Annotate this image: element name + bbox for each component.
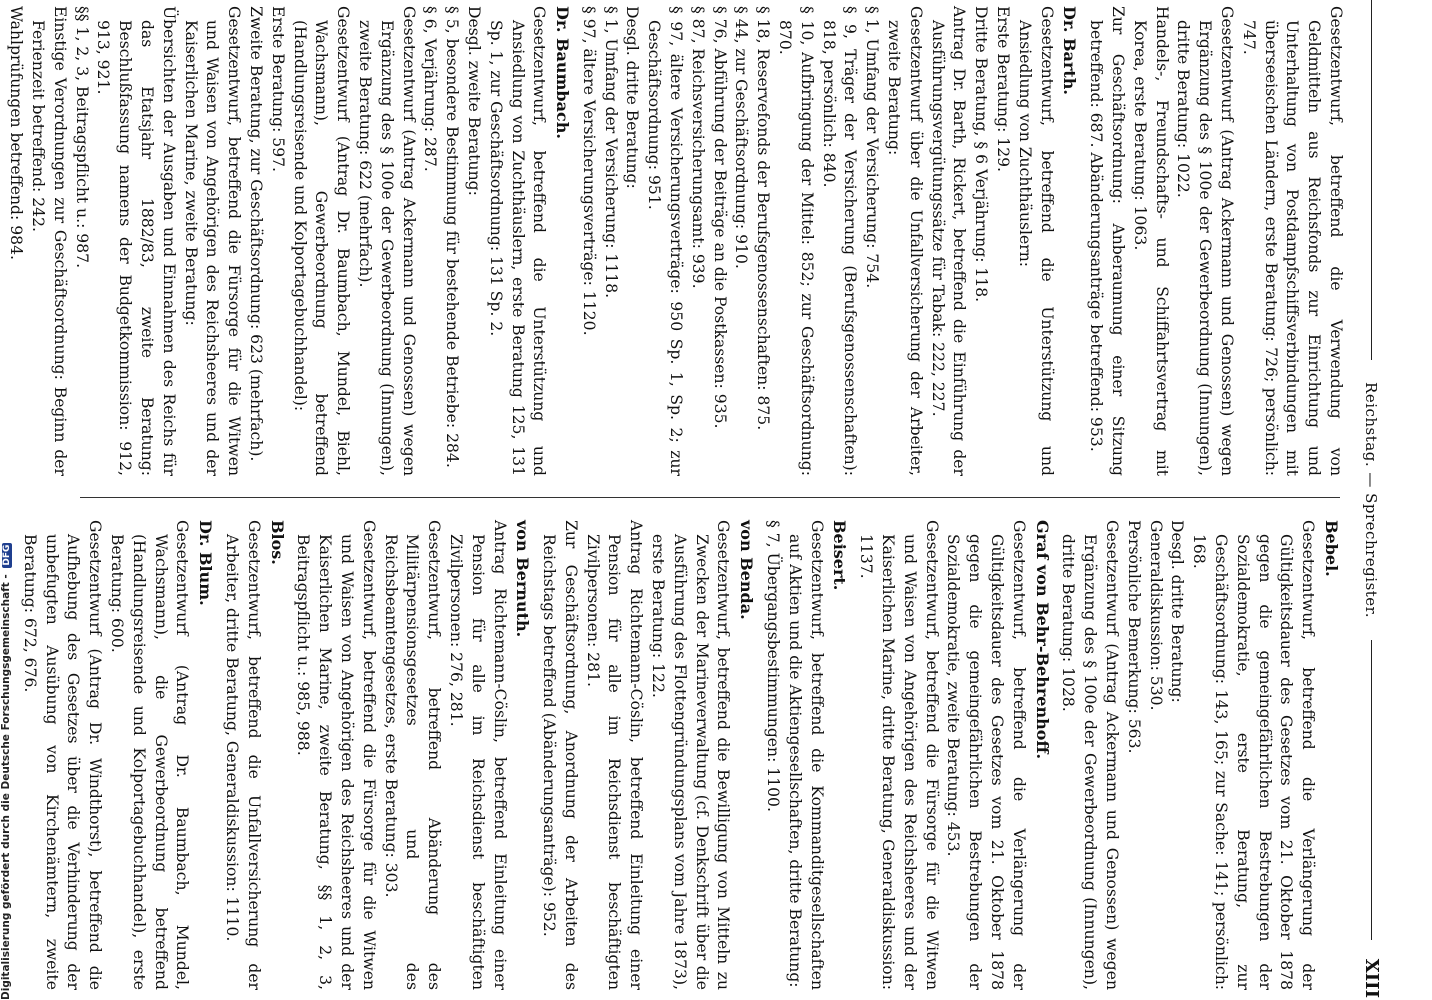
- register-entry: § 1, Umfang der Versicherung: 1118.: [601, 6, 620, 299]
- speaker-name: Graf von Behr-Behrenhoff.: [1032, 520, 1052, 760]
- register-entry: Desgl. dritte Beratung:: [1168, 520, 1187, 703]
- running-header: [1350, 0, 1380, 1000]
- register-entry: § 10, Aufbringung der Mittel: 852; zur Geschäftsordnung: 870.: [776, 6, 816, 476]
- register-entry: Erste Beratung: 597.: [268, 6, 287, 172]
- header-title: Reichstag. — Sprechregister.: [1362, 382, 1380, 618]
- register-entry: Gesetzentwurf, betreffend die Unfallversicherung der Arbeiter, dritte Beratung, Generaldiskussion: 1110.: [222, 520, 263, 990]
- register-entry: Gesetzentwurf, betreffend die Verlängerung der Gültigkeitsdauer des Gesetzes vom 21. Oktober 1878 gegen die gemeingefährlichen Bestrebungen der Sozialdemokratie, erste Beratung, zur Geschäftsordnung: 143, 165; zur Sache: 141; persönlich: 168.: [1190, 520, 1318, 990]
- register-entry: Gesetzentwurf (Antrag Ackermann und Genossen) wegen Ergänzung des § 100e der Gewerbeordnung (Innungen), dritte Beratung: 1028.: [1059, 520, 1122, 990]
- speaker-name: Dr. Blum.: [196, 520, 216, 606]
- credit-text: Digitalisierung gefördert durch die Deutsche Forschungsgemeinschaft -: [0, 574, 12, 1000]
- speaker-name: Dr. Barth.: [1060, 6, 1080, 95]
- register-entry: § 9, Träger der Versicherung (Berufsgenossenschaften): 818, persönlich: 840.: [819, 6, 860, 476]
- register-entry: Generaldiskussion: 530.: [1146, 520, 1165, 711]
- register-entry: Erste Beratung: 129.: [994, 6, 1013, 172]
- register-entry: Gesetzentwurf, betreffend Abänderung des Militärpensionsgesetzes und des Reichsbeamtengesetzes, erste Beratung: 303.: [381, 520, 444, 990]
- register-entry: Gesetzentwurf, betreffend die Fürsorge für die Witwen und Waisen von Angehörigen des Reichsheeres und der Kaiserlichen Marine, dritte Beratung, Generaldiskussion: 1137.: [857, 520, 941, 990]
- header-rule-right: [1371, 640, 1372, 940]
- register-entry: §§ 1, 2, 3, Beitragspflicht u.: 987.: [72, 6, 91, 269]
- register-entry: Antrag Richtemann-Cöslin, betreffend Einleitung einer Pension für alle im Reichsdienst beschäftigten Zivilpersonen: 276, 281.: [446, 520, 509, 990]
- register-entry: § 6, Verjährung: 287.: [421, 6, 440, 172]
- register-entry: Gesetzentwurf (Antrag Ackermann und Genossen) wegen Ergänzung des § 100e der Gewerbeordnung (Innungen), dritte Beratung: 1022.: [1174, 6, 1237, 476]
- register-entry: Dritte Beratung, § 6 Verjährung: 118.: [972, 6, 991, 303]
- register-entry: Gesetzentwurf, betreffend die Fürsorge für die Witwen und Waisen von Angehörigen des Reichsheeres und der Kaiserlichen Marine, zweite Beratung:: [181, 6, 244, 476]
- register-entry: Gesetzentwurf (Antrag Ackermann und Genossen) wegen Ergänzung des § 100e der Gewerbeordnung (Innungen), zweite Beratung: 622 (mehrfach).: [355, 6, 418, 476]
- speaker-name: Dr. Baumbach.: [553, 6, 573, 139]
- register-entry: Wahlprüfungen betreffend: 984.: [7, 6, 26, 260]
- register-entry: § 5, besondere Bestimmung für bestehende Betriebe: 284.: [443, 6, 462, 468]
- register-entry: Zur Geschäftsordnung: Anberaumung einer Sitzung betreffend: 687. Abänderungsanträge betreffend: 953.: [1087, 6, 1128, 476]
- speaker-name: von Benda.: [737, 520, 757, 620]
- register-entry: Antrag Richtemann-Cöslin, betreffend Einleitung einer Pension für alle im Reichsdienst beschäftigten Zivilpersonen: 281.: [583, 520, 646, 990]
- speaker-name: Beisert.: [830, 520, 850, 591]
- register-entry: Antrag Dr. Barth, Rickert, betreffend die Einführung der Ausführungsvergütungssätze für Tabak: 222, 227.: [928, 6, 969, 476]
- register-entry: Desgl. zweite Beratung:: [464, 6, 483, 196]
- register-entry: Gesetzentwurf (Antrag Dr. Baumbach, Mundel, Biehl, Wachsmann), Gewerbeordnung betreffend (Handlungsreisende und Kolportagebuchhandel):: [290, 6, 353, 476]
- right-column: [20, 520, 1346, 990]
- register-entry: § 97, ältere Versicherungsverträge: 950 Sp. 1, Sp. 2; zur Geschäftsordnung: 951.: [645, 6, 686, 476]
- register-entry: § 1, Umfang der Versicherung: 754.: [863, 6, 882, 289]
- page-number: XIII: [1361, 958, 1382, 998]
- register-entry: Gesetzentwurf, betreffend die Fürsorge für die Witwen und Waisen von Angehörigen des Reichsheeres und der Kaiserlichen Marine, zweite Beratung, §§ 1, 2, 3, Beitragspflicht u.: 985, 988.: [294, 520, 378, 990]
- register-entry: Zweite Beratung, zur Geschäftsordnung: 623 (mehrfach).: [246, 6, 265, 462]
- register-entry: § 97, ältere Versicherungsverträge: 1120.: [579, 6, 598, 336]
- register-entry: § 7, Übergangsbestimmungen: 1100.: [764, 520, 783, 812]
- speaker-name: von Bernuth.: [513, 520, 533, 638]
- register-entry: Gesetzentwurf, betreffend die Verlängerung der Gültigkeitsdauer des Gesetzes vom 21. Oktober 1878 gegen die gemeingefährlichen Bestrebungen der Sozialdemokratie, zweite Beratung: 453.: [944, 520, 1028, 990]
- register-entry: Gesetzentwurf über die Unfallversicherung der Arbeiter, zweite Beratung:: [885, 6, 925, 476]
- dfg-logo: DFG: [2, 544, 12, 566]
- register-entry: § 18, Reservefonds der Berufsgenossenschaften: 875.: [754, 6, 773, 431]
- register-entry: Einstige Verordnungen zur Geschäftsordnung: Beginn der Ferienzeit betreffend: 242.: [28, 6, 69, 476]
- speaker-name: Bebel.: [1322, 520, 1341, 577]
- speaker-name: Blos.: [267, 520, 287, 565]
- register-entry: § 76, Abführung der Beiträge an die Postkassen: 935.: [710, 6, 729, 429]
- register-entry: Gesetzentwurf (Antrag Dr. Baumbach, Mundel, Wachsmann), die Gewerbeordnung betreffend (Handlungsreisende und Kolportagebuchhandel), erste Beratung: 600.: [107, 520, 192, 990]
- register-entry: Gesetzentwurf, betreffend die Unterstützung und Ansiedlung von Zuchthäuslern:: [1015, 6, 1056, 476]
- footer-strip: [0, 0, 16, 1000]
- register-entry: Gesetzentwurf (Antrag Dr. Windthorst), betreffend die Aufhebung des Gesetzes über die Verhinderung der unbefugten Ausübung von Kirchenämtern, zweite Beratung: 672, 676.: [20, 520, 105, 990]
- register-entry: Zur Geschäftsordnung, Anordnung der Arbeiten des Reichstags betreffend (Abänderungsanträge): 952.: [540, 520, 580, 990]
- left-column: [7, 6, 1346, 476]
- column-divider: [80, 497, 1340, 498]
- register-entry: Gesetzentwurf, betreffend die Kommanditgesellschaften auf Aktien und die Aktiengesellschaften, dritte Beratung:: [785, 520, 826, 990]
- register-entry: Gesetzentwurf, betreffend die Verwendung von Geldmitteln aus Reichsfonds zur Einrichtung und Unterhaltung von Postdampfschiffsverbindungen mit überseeischen Ländern, erste Beratung: 726; persönlich: 747.: [1239, 6, 1345, 476]
- register-entry: Handels-, Freundschafts- und Schiffahrtsvertrag mit Korea, erste Beratung: 1063.: [1130, 6, 1171, 476]
- register-entry: Persönliche Bemerkung: 563.: [1124, 520, 1143, 754]
- digitization-credit: [0, 0, 16, 1000]
- register-entry: § 44, zur Geschäftsordnung: 910.: [732, 6, 751, 269]
- register-entry: Desgl. dritte Beratung:: [623, 6, 642, 189]
- register-entry: Übersichten der Ausgaben und Einnahmen des Reichs für das Etatsjahr 1882/83, zweite Beratung: Beschlußfassung namens der Budgetkommission: 912, 913, 921.: [94, 6, 178, 476]
- register-entry: Gesetzentwurf, betreffend die Bewilligung von Mitteln zu Zwecken der Marineverwaltung (cf. Denkschrift über die Ausführung des Flottengründungsplans vom Jahre 1873), erste Beratung: 122.: [649, 520, 733, 990]
- header-rule-left: [1371, 0, 1372, 360]
- register-entry: § 87, Reichsversicherungsamt: 939.: [688, 6, 707, 289]
- register-entry: Gesetzentwurf, betreffend die Unterstützung und Ansiedlung von Zuchthäuslern, erste Beratung 125, 131 Sp. 1, zur Geschäftsordnung: 131 Sp. 2.: [486, 6, 549, 476]
